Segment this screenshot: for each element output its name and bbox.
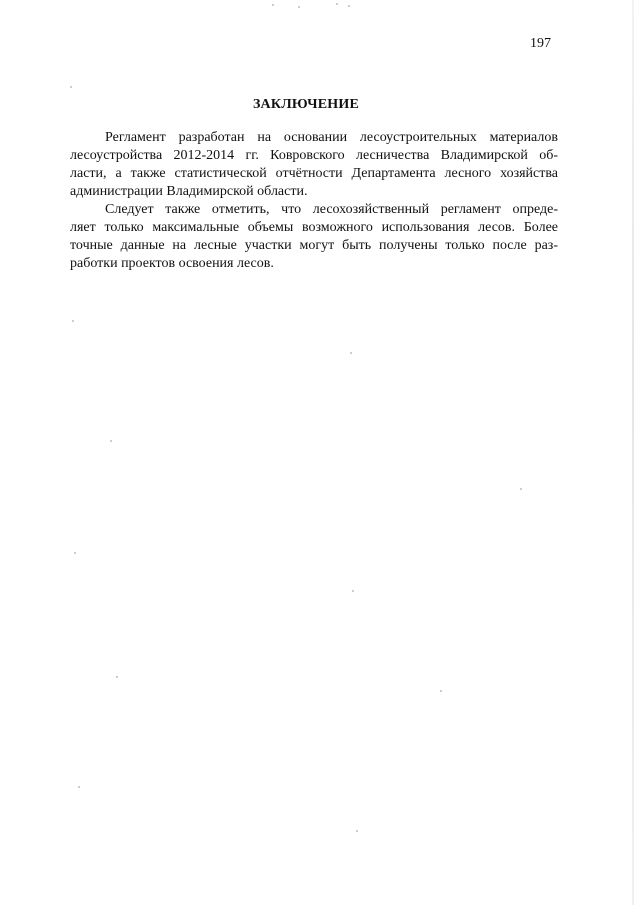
body-text bbox=[70, 129, 558, 273]
paragraph-1 bbox=[70, 129, 558, 201]
page-number: 197 bbox=[530, 36, 551, 51]
scan-speck bbox=[272, 4, 274, 6]
scan-speck bbox=[298, 6, 300, 8]
scan-speck bbox=[440, 690, 442, 692]
section-title: ЗАКЛЮЧЕНИЕ bbox=[252, 97, 360, 112]
scan-speck bbox=[348, 5, 350, 7]
scan-speck bbox=[356, 830, 358, 832]
scan-speck bbox=[116, 676, 118, 678]
scan-speck bbox=[336, 3, 338, 5]
scan-speck bbox=[74, 552, 76, 554]
scan-speck bbox=[110, 440, 112, 442]
paragraph-line: точные данные на лесные участки могут быть получены только после раз- bbox=[70, 238, 558, 253]
scan-speck bbox=[78, 786, 80, 788]
paragraph-2 bbox=[70, 201, 558, 273]
scan-speck bbox=[520, 488, 522, 490]
scan-speck bbox=[70, 86, 72, 88]
scan-speck bbox=[72, 320, 74, 322]
paragraph-line: Следует также отметить, что лесохозяйственный регламент опреде- bbox=[105, 202, 558, 217]
paragraph-line: администрации Владимирской области. bbox=[70, 184, 308, 199]
paragraph-line: работки проектов освоения лесов. bbox=[70, 256, 274, 271]
paragraph-line: лесоустройства 2012-2014 гг. Ковровского лесничества Владимирской об- bbox=[70, 148, 558, 163]
scan-speck bbox=[350, 352, 352, 354]
scan-edge-shadow bbox=[632, 0, 634, 905]
paragraph-line: ласти, а также статистической отчётности Департамента лесного хозяйства bbox=[70, 166, 558, 181]
scan-speck bbox=[352, 590, 354, 592]
paragraph-line: ляет только максимальные объемы возможного использования лесов. Более bbox=[70, 220, 558, 235]
paragraph-line: Регламент разработан на основании лесоустроительных материалов bbox=[105, 130, 558, 145]
